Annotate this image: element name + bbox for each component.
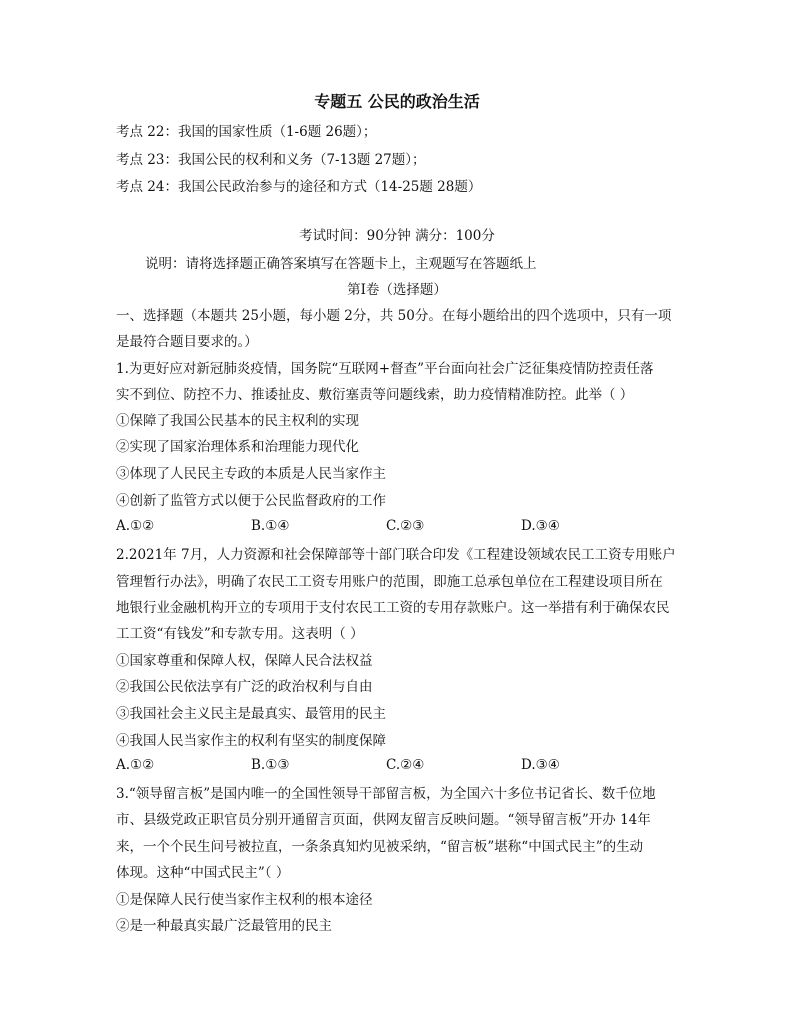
q2-stem-line-3: 地银行业金融机构开立的专项用于支付农民工工资的专用存款账户。这一举措有利于确保农民: [116, 600, 670, 616]
page-title: 专题五 公民的政治生活: [314, 92, 480, 111]
q3-stem-line-4: 体现。这种“中国式民主”（ ）: [116, 865, 290, 881]
q1-stem-line-2: 实不到位、防控不力、推诿扯皮、敷衍塞责等问题线索，助力疫情精准防控。此举（ ）: [116, 387, 634, 403]
q1-stem-line-1: 1.为更好应对新冠肺炎疫情，国务院“互联网+督查”平台面向社会广泛征集疫情防控责任落: [116, 361, 654, 377]
q1-item-4: ④创新了监管方式以便于公民监督政府的工作: [116, 493, 386, 509]
q2-choice-d[interactable]: D.③④: [521, 757, 560, 773]
kaodian-23: 考点 23：我国公民的权利和义务（7-13题 27题）；: [116, 152, 426, 168]
q1-choice-d[interactable]: D.③④: [521, 518, 560, 534]
q2-stem-line-4: 工工资“有钱发”和专款专用。这表明（ ）: [116, 626, 364, 642]
q3-stem-line-2: 市、县级党政正职官员分别开通留言页面，供网友留言反映问题。“领导留言板”开办 14年: [116, 812, 651, 828]
q2-item-3: ③我国社会主义民主是最真实、最管用的民主: [116, 706, 386, 722]
q2-item-1: ①国家尊重和保障人权，保障人民合法权益: [116, 653, 373, 669]
q3-stem-line-3: 来，一个个民生问号被拉直，一条条真知灼见被采纳，“留言板”堪称“中国式民主”的生动: [116, 839, 644, 855]
q3-item-2: ②是一种最真实最广泛最管用的民主: [116, 918, 332, 934]
kaodian-24: 考点 24：我国公民政治参与的途径和方式（14-25题 28题）: [116, 179, 482, 195]
q1-item-3: ③体现了人民民主专政的本质是人民当家作主: [116, 466, 386, 482]
instructions-line-1: 一、选择题（本题共 25小题，每小题 2分，共 50分。在每小题给出的四个选项中，只有一项: [116, 308, 672, 324]
q2-choice-b[interactable]: B.①③: [251, 757, 290, 773]
q1-item-1: ①保障了我国公民基本的民主权利的实现: [116, 413, 359, 429]
q3-stem-line-1: 3.“领导留言板”是国内唯一的全国性领导干部留言板，为全国六十多位书记省长、数千位地: [116, 786, 656, 802]
exam-info: 考试时间：90分钟 满分：100分: [299, 228, 495, 244]
q2-choice-a[interactable]: A.①②: [116, 757, 155, 773]
q1-choice-b[interactable]: B.①④: [251, 518, 290, 534]
q2-item-2: ②我国公民依法享有广泛的政治权利与自由: [116, 679, 373, 695]
exam-note: 说明：请将选择题正确答案填写在答题卡上，主观题写在答题纸上: [145, 256, 537, 272]
q3-item-1: ①是保障人民行使当家作主权利的根本途径: [116, 892, 373, 908]
q1-item-2: ②实现了国家治理体系和治理能力现代化: [116, 439, 359, 455]
q2-stem-line-2: 管理暂行办法》，明确了农民工工资专用账户的范围，即施工总承包单位在工程建设项目所在: [116, 574, 663, 590]
q1-choice-a[interactable]: A.①②: [116, 518, 155, 534]
q2-choice-c[interactable]: C.②④: [386, 757, 425, 773]
q1-choice-c[interactable]: C.②③: [386, 518, 425, 534]
section-heading: 第Ⅰ卷（选择题）: [347, 282, 447, 298]
q2-item-4: ④我国人民当家作主的权利有坚实的制度保障: [116, 733, 386, 749]
instructions-line-2: 是最符合题目要求的。）: [116, 334, 258, 350]
q2-stem-line-1: 2.2021年 7月，人力资源和社会保障部等十部门联合印发《工程建设领域农民工工资专用账户: [116, 547, 676, 563]
kaodian-22: 考点 22：我国的国家性质（1-6题 26题）；: [116, 124, 377, 140]
